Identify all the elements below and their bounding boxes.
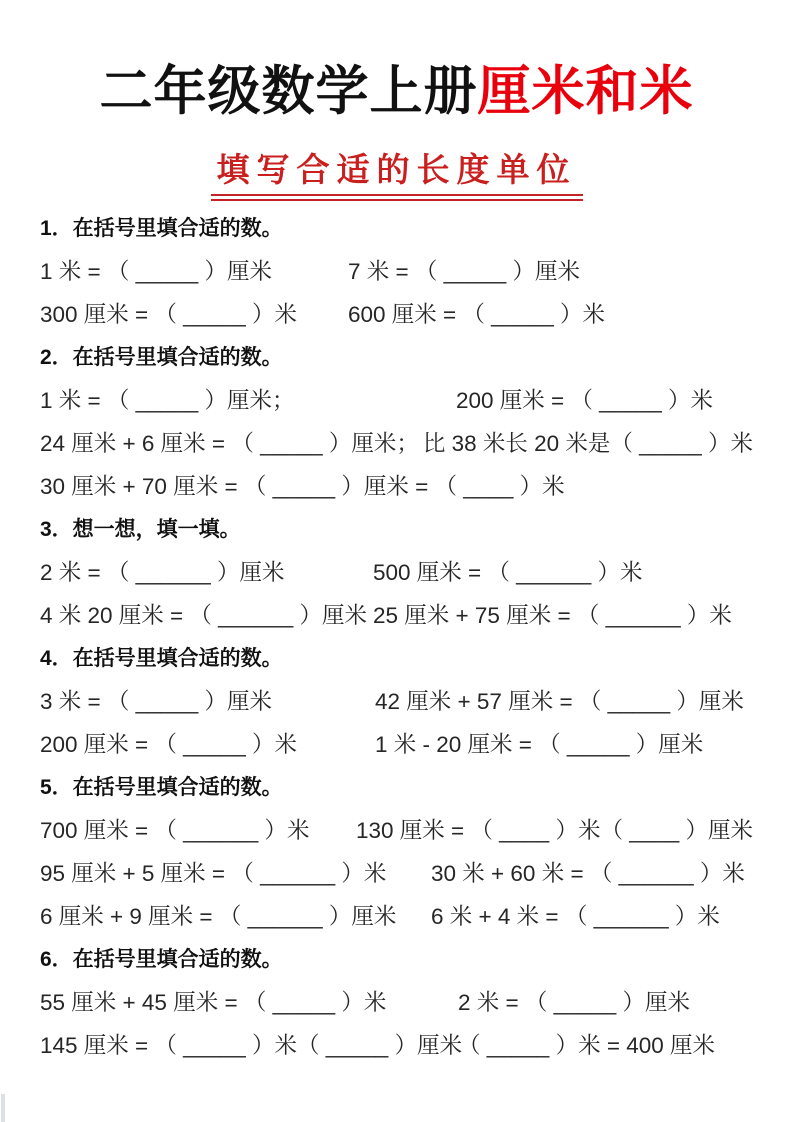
- problem-item: 7 米 = （ _____ ）厘米: [348, 259, 580, 285]
- section-3: [40, 507, 753, 636]
- page-title: [0, 56, 793, 128]
- problem-row: [40, 808, 753, 851]
- problem-item: 200 厘米 = （ _____ ）米: [456, 388, 714, 414]
- problem-row: [40, 593, 753, 636]
- problem-item: 2 米 = （ _____ ）厘米: [458, 990, 690, 1016]
- problem-item: 1 米 - 20 厘米 = （ _____ ）厘米: [375, 732, 704, 758]
- problem-row: [40, 679, 753, 722]
- problem-row: [40, 722, 753, 765]
- page-subtitle: 填写合适的长度单位: [211, 144, 583, 201]
- page-title-black: 二年级数学上册: [99, 62, 478, 121]
- problem-item: 24 厘米 + 6 厘米 = （ _____ ）厘米；: [40, 431, 419, 457]
- section-1: [40, 206, 753, 335]
- problem-row: [40, 249, 753, 292]
- section-5-header: 5．在括号里填合适的数。: [40, 776, 283, 800]
- problem-item: 200 厘米 = （ _____ ）米: [40, 732, 298, 758]
- section-6-header: 6．在括号里填合适的数。: [40, 948, 283, 972]
- problem-row: [40, 1023, 753, 1066]
- problem-item: 1 米 = （ _____ ）厘米: [40, 259, 272, 285]
- problem-item: 500 厘米 = （ ______ ）米: [373, 560, 643, 586]
- problem-row: [40, 378, 753, 421]
- page-subtitle-wrap: [0, 144, 793, 198]
- problem-item: 4 米 20 厘米 = （ ______ ）厘米: [40, 603, 368, 629]
- problem-item: 6 米 + 4 米 = （ ______ ）米: [431, 904, 720, 930]
- problem-item: 42 厘米 + 57 厘米 = （ _____ ）厘米: [375, 689, 744, 715]
- problem-row: [40, 550, 753, 593]
- problem-item: 95 厘米 + 5 厘米 = （ ______ ）米: [40, 861, 387, 887]
- problem-item: 6 厘米 + 9 厘米 = （ ______ ）厘米: [40, 904, 397, 930]
- section-3-header: 3．想一想，填一填。: [40, 518, 241, 542]
- problem-row: [40, 980, 753, 1023]
- problem-row: [40, 421, 753, 464]
- section-6: [40, 937, 753, 1066]
- problem-row: [40, 851, 753, 894]
- problem-row: [40, 292, 753, 335]
- section-1-header: 1．在括号里填合适的数。: [40, 217, 283, 241]
- problem-item: 3 米 = （ _____ ）厘米: [40, 689, 272, 715]
- problem-row: [40, 894, 753, 937]
- problem-item: 55 厘米 + 45 厘米 = （ _____ ）米: [40, 990, 387, 1016]
- section-2: [40, 335, 753, 507]
- problem-item: 25 厘米 + 75 厘米 = （ ______ ）米: [373, 603, 732, 629]
- section-2-header: 2．在括号里填合适的数。: [40, 346, 283, 370]
- problem-row: [40, 464, 753, 507]
- problem-item: （ _____ ）米 = 400 厘米: [458, 1033, 716, 1059]
- problem-item: 700 厘米 = （ ______ ）米: [40, 818, 310, 844]
- problem-item: 130 厘米 = （ ____ ）米（ ____ ）厘米: [355, 818, 753, 844]
- section-4: [40, 636, 753, 765]
- problem-item: 600 厘米 = （ _____ ）米: [348, 302, 606, 328]
- left-edge-artifact: [1, 1094, 5, 1122]
- problem-item: 2 米 = （ ______ ）厘米: [40, 560, 285, 586]
- problem-item: 30 米 + 60 米 = （ ______ ）米: [431, 861, 745, 887]
- problem-list: [0, 206, 793, 1066]
- problem-item: 1 米 = （ _____ ）厘米；: [40, 388, 295, 414]
- problem-item: 30 厘米 + 70 厘米 = （ _____ ）厘米 = （ ____ ）米: [40, 474, 565, 500]
- problem-item: 145 厘米 = （ _____ ）米（ _____ ）厘米: [40, 1033, 463, 1059]
- section-5: [40, 765, 753, 937]
- problem-item: 比 38 米长 20 米是（ _____ ）米: [422, 431, 753, 457]
- page-title-red: 厘米和米: [477, 62, 694, 121]
- problem-item: 300 厘米 = （ _____ ）米: [40, 302, 298, 328]
- section-4-header: 4．在括号里填合适的数。: [40, 647, 283, 671]
